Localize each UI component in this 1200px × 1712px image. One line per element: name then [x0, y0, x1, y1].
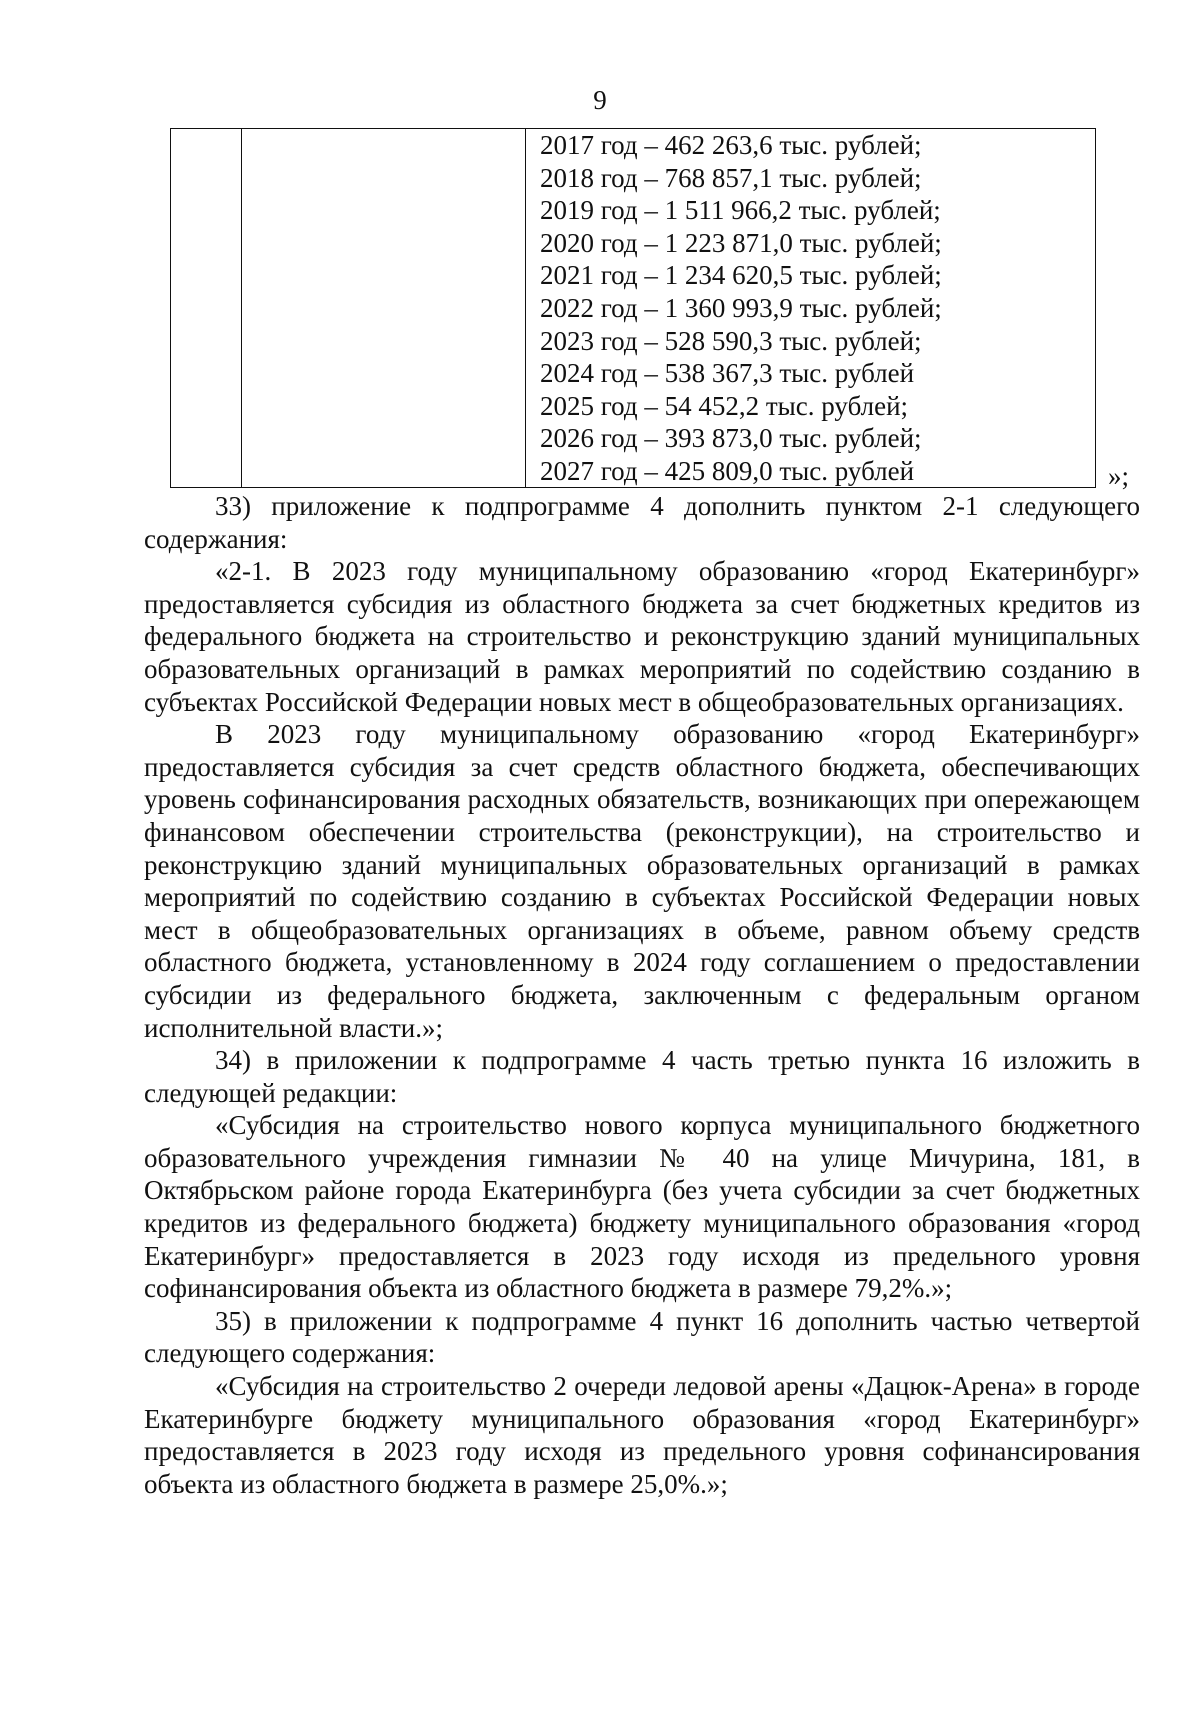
funding-row-2021: 2021 год – 1 234 620,5 тыс. рублей;: [540, 260, 942, 291]
funding-table: [170, 128, 1096, 488]
paragraph-quote-2-1-cont: В 2023 году муниципальному образованию «город Екатеринбург» предоставляется субсидия за счет средств областного бюджета, обеспечивающих уровень софинансирования расходных обязательств, возникающих при опережающем финансовом обеспечении строительства (реконструкции), на строительство и реконструкцию зданий муниципальных образовательных организаций в рамках мероприятий по содействию созданию в субъектах Российской Федерации новых мест в общеобразовательных организациях в объеме, равном объему средств областного бюджета, установленному в 2024 году соглашением о предоставлении субсидии из федерального бюджета, заключенным с федеральным органом исполнительной власти.»;: [144, 719, 1140, 1043]
paragraph-quote-gymnasium-40: «Субсидия на строительство нового корпуса муниципального бюджетного образовательного учреждения гимназии № 40 на улице Мичурина, 181, в Октябрьском районе города Екатеринбурга (без учета субсидии за счет бюджетных кредитов из федерального бюджета) бюджету муниципального образования «город Екатеринбург» предоставляется в 2023 году исходя из предельного уровня софинансирования объекта из областного бюджета в размере 79,2%.»;: [144, 1110, 1140, 1304]
funding-row-2020: 2020 год – 1 223 871,0 тыс. рублей;: [540, 227, 942, 258]
funding-row-2022: 2022 год – 1 360 993,9 тыс. рублей;: [540, 292, 942, 323]
funding-row-2024: 2024 год – 538 367,3 тыс. рублей: [540, 358, 915, 389]
table-column-divider: [241, 129, 242, 487]
paragraph-quote-datsyuk-arena: «Субсидия на строительство 2 очереди ледовой арены «Дацюк-Арена» в городе Екатеринбурге бюджету муниципального образования «город Екатеринбург» предоставляется в 2023 году исходя из предельного уровня софинансирования объекта из областного бюджета в размере 25,0%.»;: [144, 1371, 1140, 1499]
funding-row-2019: 2019 год – 1 511 966,2 тыс. рублей;: [540, 195, 941, 226]
table-closing-quote: »;: [1108, 461, 1130, 491]
paragraph-item-34: 34) в приложении к подпрограмме 4 часть третью пункта 16 изложить в следующей редакции:: [144, 1045, 1140, 1108]
document-body: [144, 490, 1140, 1500]
funding-row-2025: 2025 год – 54 452,2 тыс. рублей;: [540, 390, 909, 421]
table-column-divider: [525, 129, 526, 487]
page-number: 9: [593, 85, 607, 115]
funding-row-2018: 2018 год – 768 857,1 тыс. рублей;: [540, 162, 922, 193]
funding-row-2027: 2027 год – 425 809,0 тыс. рублей: [540, 455, 915, 486]
paragraph-item-33: 33) приложение к подпрограмме 4 дополнить пунктом 2-1 следующего содержания:: [144, 491, 1140, 554]
funding-row-2026: 2026 год – 393 873,0 тыс. рублей;: [540, 423, 922, 454]
funding-row-2017: 2017 год – 462 263,6 тыс. рублей;: [540, 130, 922, 160]
paragraph-item-35: 35) в приложении к подпрограмме 4 пункт 16 дополнить частью четвертой следующего содержания:: [144, 1305, 1140, 1369]
paragraph-quote-2-1: «2-1. В 2023 году муниципальному образованию «город Екатеринбург» предоставляется субсидия из областного бюджета за счет бюджетных кредитов из федерального бюджета на строительство и реконструкцию зданий муниципальных образовательных организаций в рамках мероприятий по содействию созданию в субъектах Российской Федерации новых мест в общеобразовательных организациях.: [144, 556, 1140, 717]
funding-by-year-list: [540, 129, 1095, 488]
funding-row-2023: 2023 год – 528 590,3 тыс. рублей;: [540, 325, 922, 356]
